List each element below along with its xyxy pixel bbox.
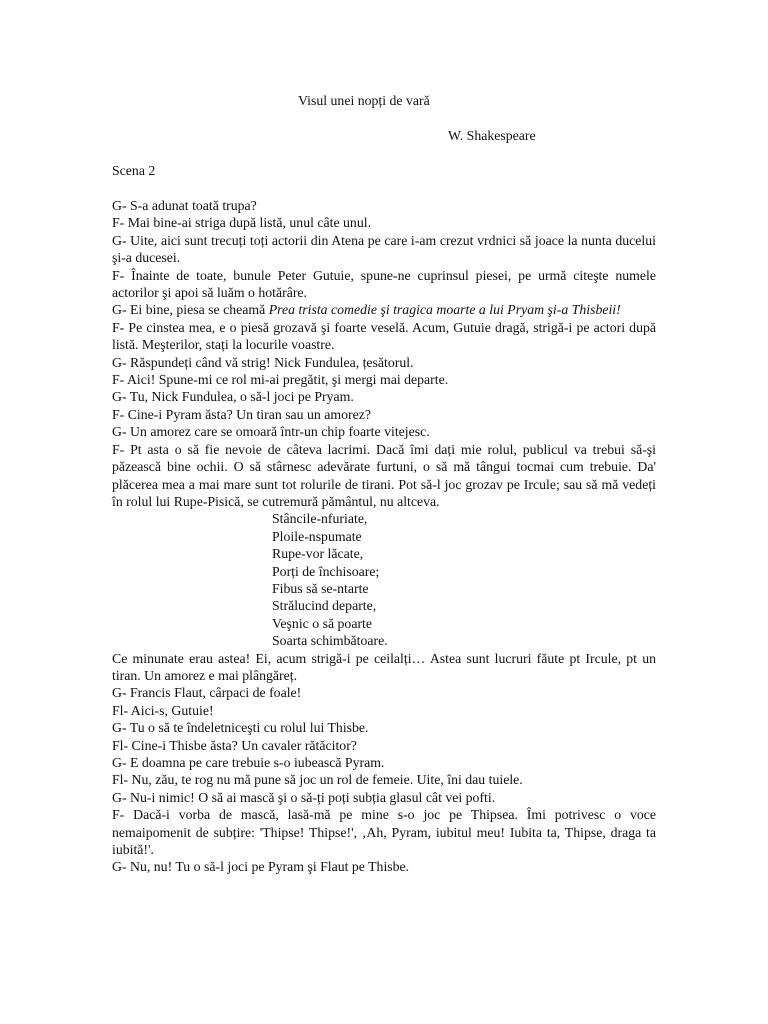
dialogue-line: [112, 301, 656, 318]
poem-line: Rupe-vor lăcate,: [272, 546, 364, 562]
poem-line: Soarta schimbătoare.: [272, 633, 388, 649]
dialogue-line: G- Tu, Nick Fundulea, o să-l joci pe Pryam.: [112, 389, 354, 405]
poem-line: Strălucind departe,: [272, 598, 377, 614]
dialogue-line: Fl- Aici-s, Gutuie!: [112, 702, 214, 718]
dialogue-line-prefix: G- Ei bine, piesa se cheamă: [112, 302, 269, 318]
dialogue-line: Fl- Cine-i Thisbe ăsta? Un cavaler rătăcitor?: [112, 737, 357, 753]
dialogue-line: G- Uite, aici sunt trecuți toți actorii din Atena pe care i-am crezut vrdnici să joace la nunta ducelui şi-a ducesei.: [112, 232, 656, 266]
dialogue-line: F- Aici! Spune-mi ce rol mi-ai pregătit, şi mergi mai departe.: [112, 372, 449, 388]
dialogue-line: F- Înainte de toate, bunule Peter Gutuie, spune-ne cuprinsul piesei, pe urmă citeşte numele actorilor şi apoi să luăm o hotărâre.: [112, 267, 656, 301]
dialogue-line: F- Dacă-i vorba de mască, lasă-mă pe mine s-o joc pe Thipsea. Îmi potrivesc o voce nemaipomenit de subțire: 'Thipse! Thipse!', ‚Ah, Pyram, iubitul meu! Iubita ta, Thipse, draga ta iubită!'.: [112, 807, 656, 858]
poem-line: Veşnic o să poarte: [272, 615, 372, 631]
document-author: W. Shakespeare: [448, 128, 536, 143]
dialogue-line: Fl- Nu, zău, te rog nu mă pune să joc un rol de femeie. Uite, îni dau tuiele.: [112, 772, 523, 788]
dialogue-line: F- Cine-i Pyram ăsta? Un tiran sau un amorez?: [112, 406, 371, 422]
poem-line: Fibus să se-ntarte: [272, 580, 369, 596]
dialogue-line: G- Francis Flaut, cârpaci de foale!: [112, 685, 302, 701]
scene-heading: Scena 2: [112, 163, 156, 178]
dialogue-line: F- Mai bine-ai striga după listă, unul câte unul.: [112, 215, 372, 231]
poem-line: Porți de închisoare;: [272, 563, 380, 579]
dialogue-line: Ce minunate erau astea! Ei, acum strigă-i pe ceilalți… Astea sunt lucruri făute pt Ircule, pt un tiran. Un amorez e mai plângăreț.: [112, 650, 656, 683]
dialogue-line: G- Un amorez care se omoară într-un chip foarte vitejesc.: [112, 424, 430, 440]
poem-line: Stâncile-nfuriate,: [272, 511, 368, 527]
dialogue-line: G- Răspundeți când vă strig! Nick Fundulea, țesătorul.: [112, 354, 414, 370]
dialogue-line: F- Pt asta o să fie nevoie de câteva lacrimi. Dacă îmi dați mie rolul, publicul va trebui să-şi păzească bine ochii. O să stârnesc adevărate furtuni, o să mă tângui tocmai cum trebuie. Da' plăcerea mea a mai mare sunt tot rolurile de tirani. Pot să-l joc grozav pe Ircule; sau să mă vedeți în rolul lui Rupe-Pisică, se cutremură pământul, nu altceva.: [112, 441, 656, 509]
dialogue-line: F- Pe cinstea mea, e o piesă grozavă şi foarte veselă. Acum, Gutuie dragă, strigă-i pe actori după listă. Meşterilor, stați la locurile voastre.: [112, 319, 656, 353]
dialogue-line: G- E doamna pe care trebuie s-o iubească Pyram.: [112, 755, 385, 770]
document-title: Visul unei nopți de vară: [298, 93, 430, 108]
dialogue-line: G- Tu o să te îndeletniceşti cu rolul lui Thisbe.: [112, 720, 369, 736]
dialogue-line: G- S-a adunat toată trupa?: [112, 198, 257, 213]
dialogue-line: G- Nu, nu! Tu o să-l joci pe Pyram şi Flaut pe Thisbe.: [112, 859, 410, 875]
poem-line: Ploile-nspumate: [272, 528, 362, 544]
poem-block: [112, 510, 656, 649]
dialogue-body: [112, 197, 656, 876]
dialogue-line: G- Nu-i nimic! O să ai mască şi o să-ți poți subția glasul cât vei pofti.: [112, 789, 496, 805]
play-title-italic: Prea trista comedie şi tragica moarte a lui Pryam şi-a Thisbeii!: [268, 302, 621, 318]
